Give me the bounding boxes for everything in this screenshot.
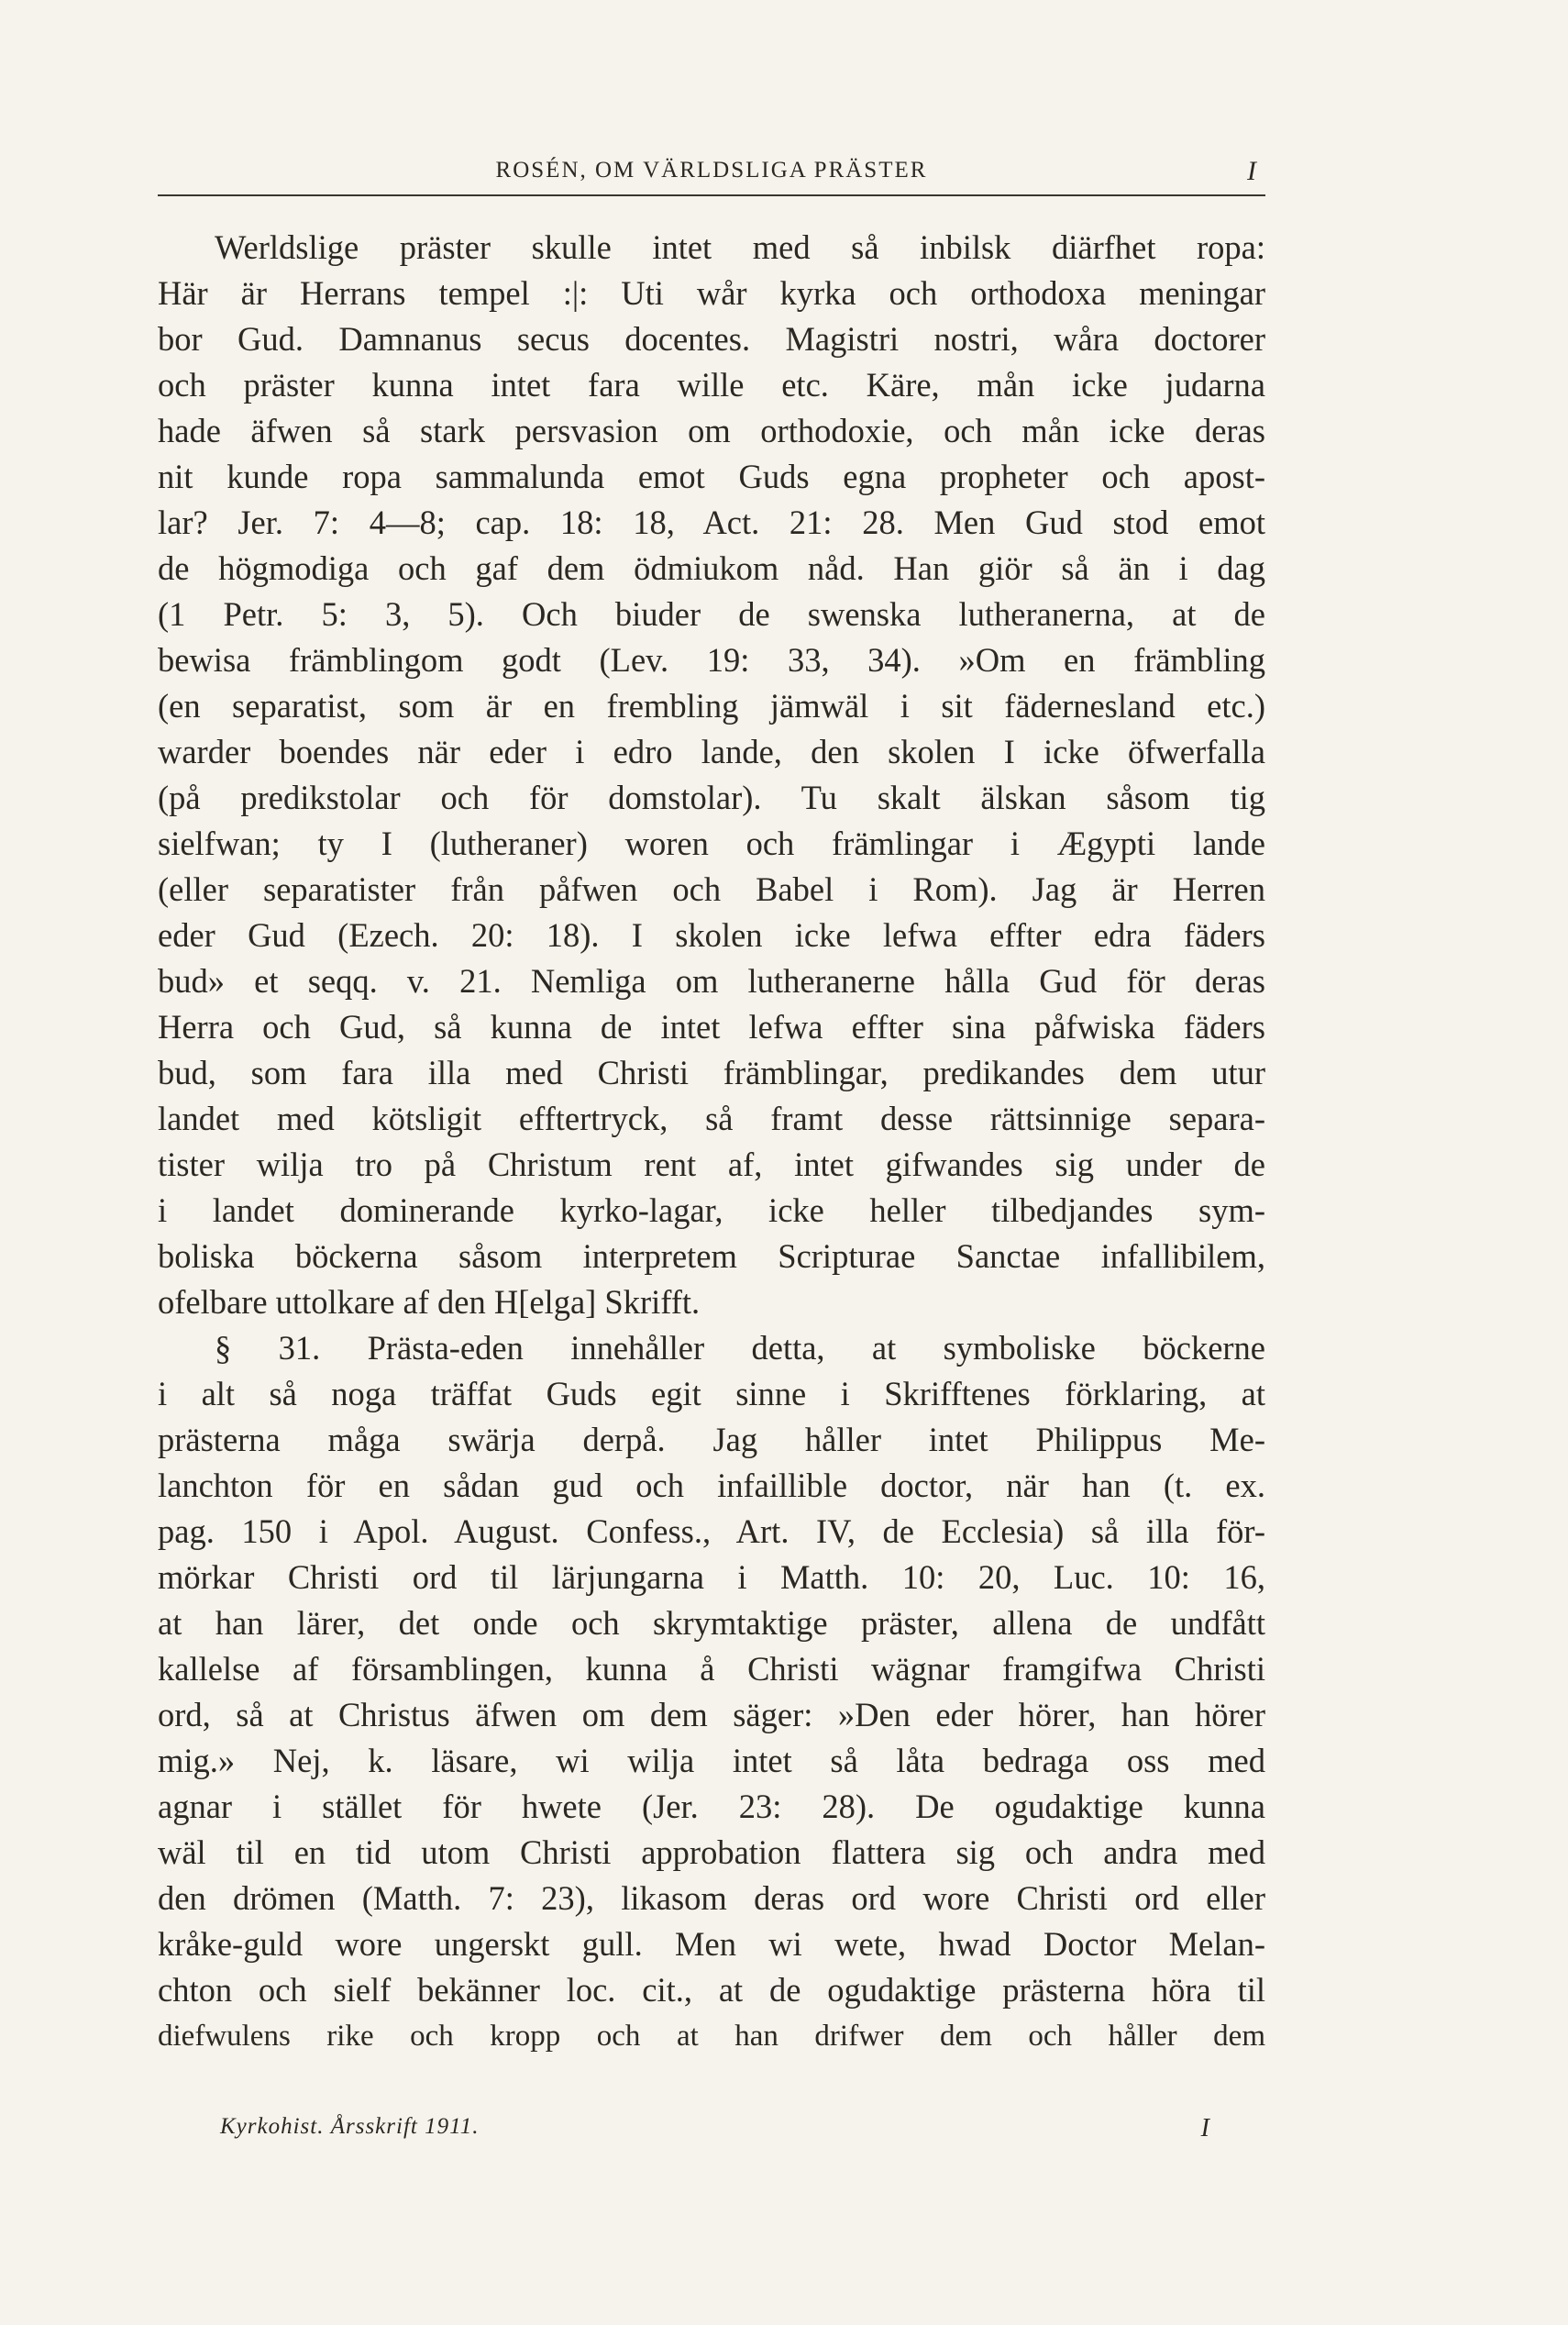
footer <box>220 2114 1210 2151</box>
text-line: landet med kötsligit efftertryck, så framt desse rättsinnige separa- <box>158 1100 1265 1137</box>
text-line: § 31. Prästa-eden innehåller detta, at symboliske böckerne <box>215 1329 1265 1367</box>
text-line: chton och sielf bekänner loc. cit., at de ogudaktige prästerna höra til <box>158 1971 1265 2009</box>
text-line: boliska böckerna såsom interpretem Scripturae Sanctae infallibilem, <box>158 1237 1265 1275</box>
text-line: Werldslige präster skulle intet med så inbilsk diärfhet ropa: <box>215 228 1265 266</box>
text-line: kråke-guld wore ungerskt gull. Men wi wete, hwad Doctor Melan- <box>158 1925 1265 1963</box>
text-line: hade äfwen så stark persvasion om orthodoxie, och mån icke deras <box>158 412 1265 449</box>
text-line: sielfwan; ty I (lutheraner) woren och främlingar i Ægypti lande <box>158 825 1265 862</box>
text-line: ofelbare uttolkare af den H[elga] Skrifft. <box>158 1283 701 1321</box>
running-header <box>158 154 1265 196</box>
text-line: warder boendes när eder i edro lande, den skolen I icke öfwerfalla <box>158 733 1265 770</box>
text-line: i landet dominerande kyrko-lagar, icke heller tilbedjandes sym- <box>158 1191 1265 1229</box>
text-line: prästerna måga swärja derpå. Jag håller intet Philippus Me- <box>158 1421 1265 1458</box>
text-line: agnar i stället för hwete (Jer. 23: 28). De ogudaktige kunna <box>158 1788 1265 1825</box>
text-line: eder Gud (Ezech. 20: 18). I skolen icke lefwa effter edra fäders <box>158 916 1265 954</box>
text-line: lar? Jer. 7: 4—8; cap. 18: 18, Act. 21: 28. Men Gud stod emot <box>158 504 1265 541</box>
text-line: i alt så noga träffat Guds egit sinne i Skrifftenes förklaring, at <box>158 1375 1265 1412</box>
text-line: pag. 150 i Apol. August. Confess., Art. IV, de Ecclesia) så illa för- <box>158 1512 1265 1550</box>
text-line: wäl til en tid utom Christi approbation flattera sig och andra med <box>158 1833 1265 1871</box>
text-line: (på predikstolar och för domstolar). Tu skalt älskan såsom tig <box>158 779 1265 816</box>
body-text <box>158 225 1265 2059</box>
signature-mark: I <box>1200 2114 1210 2142</box>
text-line: tister wilja tro på Christum rent af, intet gifwandes sig under de <box>158 1146 1265 1183</box>
text-line: lanchton för en sådan gud och infaillible doctor, när han (t. ex. <box>158 1467 1265 1504</box>
text-line: ord, så at Christus äfwen om dem säger: »Den eder hörer, han hörer <box>158 1696 1265 1733</box>
text-line: (en separatist, som är en frembling jämwäl i sit fädernesland etc.) <box>158 687 1265 725</box>
journal-title: Kyrkohist. Årsskrift 1911. <box>220 2114 480 2139</box>
text-line: och präster kunna intet fara wille etc. Käre, mån icke judarna <box>158 366 1265 404</box>
text-line: (1 Petr. 5: 3, 5). Och biuder de swenska lutheranerna, at de <box>158 595 1265 633</box>
text-line: bud, som fara illa med Christi främblingar, predikandes dem utur <box>158 1054 1265 1091</box>
text-line: (eller separatister från påfwen och Babel i Rom). Jag är Herren <box>158 870 1265 908</box>
text-line: at han lärer, det onde och skrymtaktige präster, allena de undfått <box>158 1604 1265 1642</box>
text-line: diefwulens rike och kropp och at han drifwer dem och håller dem <box>158 2020 1265 2053</box>
text-line: bud» et seqq. v. 21. Nemliga om lutheranerne hålla Gud för deras <box>158 962 1265 1000</box>
text-line: de högmodiga och gaf dem ödmiukom nåd. Han giör så än i dag <box>158 549 1265 587</box>
text-line: mig.» Nej, k. läsare, wi wilja intet så låta bedraga oss med <box>158 1742 1265 1779</box>
text-line: Herra och Gud, så kunna de intet lefwa effter sina påfwiska fäders <box>158 1008 1265 1046</box>
running-title: ROSÉN, OM VÄRLDSLIGA PRÄSTER <box>495 158 928 183</box>
text-line: nit kunde ropa sammalunda emot Guds egna propheter och apost- <box>158 458 1265 495</box>
text-line: kallelse af församblingen, kunna å Christi wägnar framgifwa Christi <box>158 1650 1265 1688</box>
text-line: Här är Herrans tempel :|: Uti wår kyrka och orthodoxa meningar <box>158 274 1265 312</box>
page-number: I <box>1247 156 1258 186</box>
text-line: bor Gud. Damnanus secus docentes. Magistri nostri, wåra doctorer <box>158 320 1265 358</box>
text-line: bewisa främblingom godt (Lev. 19: 33, 34). »Om en främbling <box>158 641 1265 679</box>
text-line: mörkar Christi ord til lärjungarna i Matth. 10: 20, Luc. 10: 16, <box>158 1558 1265 1596</box>
text-line: den drömen (Matth. 7: 23), likasom deras ord wore Christi ord eller <box>158 1879 1265 1917</box>
